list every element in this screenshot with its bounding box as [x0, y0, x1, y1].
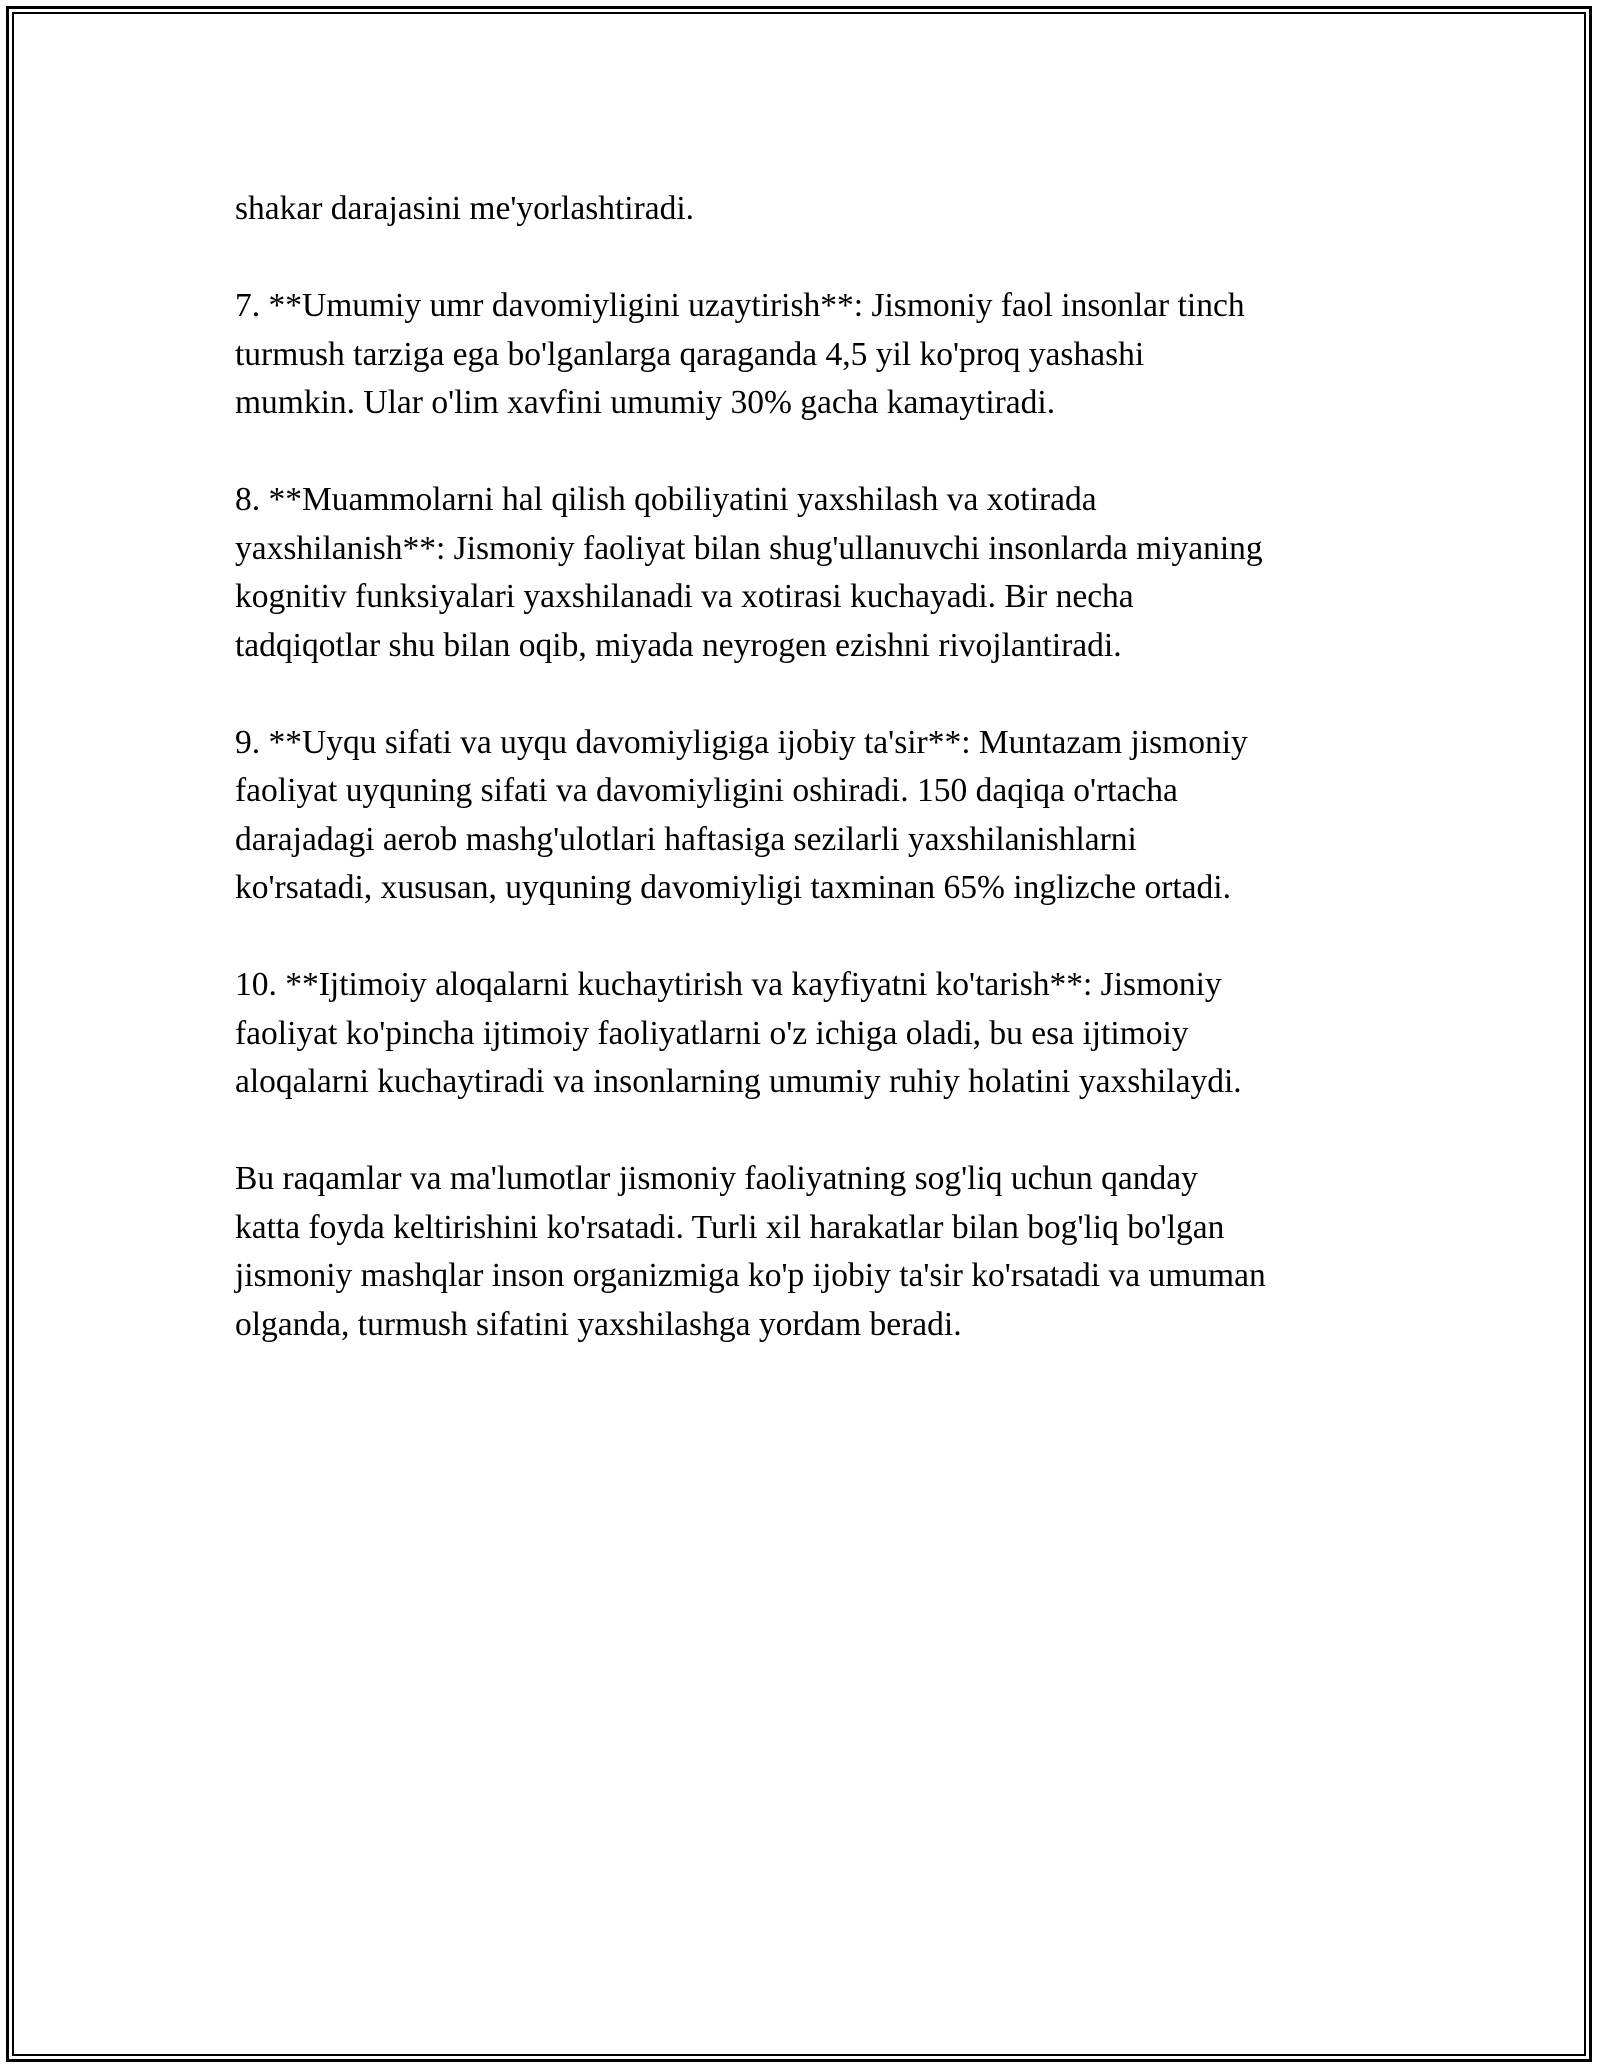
conclusion-paragraph: Bu raqamlar va ma'lumotlar jismoniy faoliyatning sog'liq uchun qanday katta foyda keltirishini ko'rsatadi. Turli xil harakatlar bilan bog'liq bo'lgan jismoniy mashqlar inson organizmiga ko'p ijobiy ta'sir ko'rsatadi va umuman olganda, turmush sifatini yaxshilashga yordam beradi.	[235, 1160, 1266, 1343]
document-body	[235, 185, 1385, 1398]
list-item-8: 8. **Muammolarni hal qilish qobiliyatini yaxshilash va xotirada yaxshilanish**: Jismoniy faoliyat bilan shug'ullanuvchi insonlarda miyaning kognitiv funksiyalari yaxshilanadi va xotirasi kuchayadi. Bir necha tadqiqotlar shu bilan oqib, miyada neyrogen ezishni rivojlantiradi.	[235, 481, 1263, 664]
list-item-9: 9. **Uyqu sifati va uyqu davomiyligiga ijobiy ta'sir**: Muntazam jismoniy faoliyat uyquning sifati va davomiyligini oshiradi. 150 daqiqa o'rtacha darajadagi aerob mashg'ulotlari haftasiga sezilarli yaxshilanishlarni ko'rsatadi, xususan, uyquning davomiyligi taxminan 65% inglizche ortadi.	[235, 723, 1248, 906]
list-item-10: 10. **Ijtimoiy aloqalarni kuchaytirish va kayfiyatni ko'tarish**: Jismoniy faoliyat ko'pincha ijtimoiy faoliyatlarni o'z ichiga oladi, bu esa ijtimoiy aloqalarni kuchaytiradi va insonlarning umumiy ruhiy holatini yaxshilaydi.	[235, 966, 1242, 1100]
paragraph-continuation: shakar darajasini me'yorlashtiradi.	[235, 190, 695, 227]
list-item-7: 7. **Umumiy umr davomiyligini uzaytirish**: Jismoniy faol insonlar tinch turmush tarziga ega bo'lganlarga qaraganda 4,5 yil ko'proq yashashi mumkin. Ular o'lim xavfini umumiy 30% gacha kamaytiradi.	[235, 287, 1245, 421]
